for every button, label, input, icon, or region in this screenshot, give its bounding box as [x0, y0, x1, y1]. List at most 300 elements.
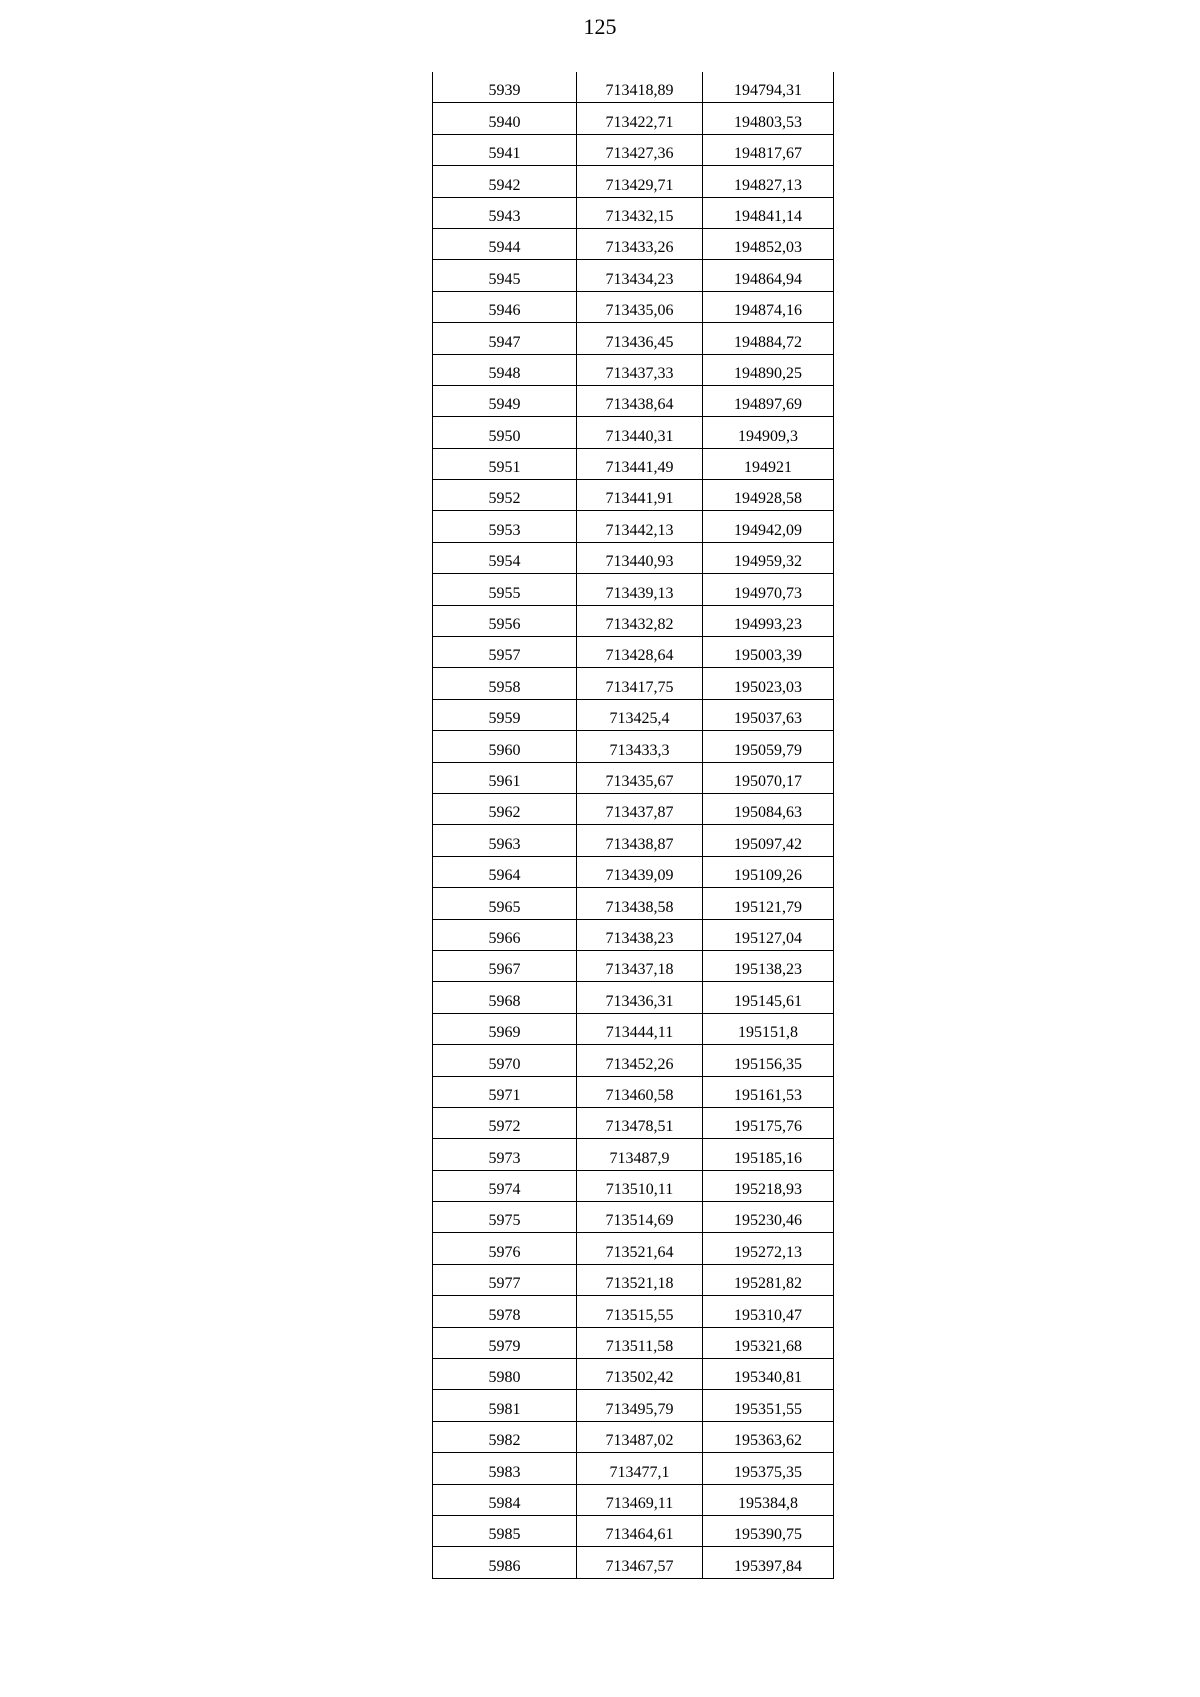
point-number-text: 5971	[488, 1086, 521, 1104]
table-row	[433, 731, 834, 762]
point-number-cell	[433, 637, 577, 668]
coordinate-y-text: 195127,04	[734, 929, 802, 947]
coordinate-y-text: 195384,8	[738, 1494, 798, 1512]
coordinate-y-cell	[703, 825, 834, 856]
coordinate-x-cell	[577, 1202, 703, 1233]
coordinate-x-cell	[577, 699, 703, 730]
coordinate-x-text: 713428,64	[605, 647, 674, 665]
table-row	[433, 1139, 834, 1170]
point-number-text: 5976	[488, 1243, 521, 1261]
coordinate-x-cell	[577, 825, 703, 856]
coordinate-x-cell	[577, 103, 703, 134]
point-number-text: 5953	[488, 521, 521, 539]
coordinate-x-text: 713422,71	[605, 113, 674, 131]
point-number-text: 5983	[488, 1463, 521, 1481]
coordinate-x-text: 713477,1	[609, 1463, 670, 1481]
coordinate-x-cell	[577, 197, 703, 228]
coordinate-x-text: 713511,58	[605, 1338, 674, 1356]
coordinates-table	[432, 72, 834, 1579]
coordinate-x-cell	[577, 480, 703, 511]
coordinate-y-cell	[703, 637, 834, 668]
coordinate-x-text: 713437,33	[605, 364, 674, 382]
coordinate-x-text: 713487,02	[605, 1432, 674, 1450]
coordinate-x-text: 713433,3	[609, 741, 670, 759]
point-number-text: 5963	[488, 835, 521, 853]
table-row	[433, 228, 834, 259]
table-row	[433, 856, 834, 887]
coordinate-y-cell	[703, 699, 834, 730]
point-number-cell	[433, 385, 577, 416]
coordinate-x-cell	[577, 448, 703, 479]
point-number-cell	[433, 793, 577, 824]
point-number-cell	[433, 448, 577, 479]
point-number-cell	[433, 1547, 577, 1578]
coordinate-x-cell	[577, 134, 703, 165]
coordinate-y-text: 195375,35	[734, 1463, 802, 1481]
coordinate-y-cell	[703, 260, 834, 291]
point-number-cell	[433, 982, 577, 1013]
coordinate-y-cell	[703, 1421, 834, 1452]
point-number-cell	[433, 134, 577, 165]
coordinate-x-cell	[577, 166, 703, 197]
coordinate-y-text: 194852,03	[734, 239, 802, 257]
point-number-cell	[433, 1453, 577, 1484]
coordinate-x-cell	[577, 982, 703, 1013]
coordinate-y-text: 195363,62	[734, 1432, 802, 1450]
point-number-cell	[433, 103, 577, 134]
coordinate-y-text: 195003,39	[734, 647, 802, 665]
coordinate-y-text: 195281,82	[734, 1275, 802, 1293]
table-row	[433, 1013, 834, 1044]
point-number-cell	[433, 1233, 577, 1264]
table-row	[433, 1390, 834, 1421]
coordinate-y-text: 194909,3	[738, 427, 798, 445]
point-number-cell	[433, 731, 577, 762]
table-row	[433, 323, 834, 354]
coordinate-x-cell	[577, 1107, 703, 1138]
coordinate-y-cell	[703, 950, 834, 981]
point-number-cell	[433, 856, 577, 887]
point-number-cell	[433, 480, 577, 511]
point-number-cell	[433, 1484, 577, 1515]
coordinate-y-cell	[703, 354, 834, 385]
coordinate-y-text: 194803,53	[734, 113, 802, 131]
coordinate-x-text: 713438,58	[605, 898, 674, 916]
point-number-cell	[433, 762, 577, 793]
point-number-text: 5942	[488, 176, 521, 194]
point-number-cell	[433, 228, 577, 259]
coordinate-y-text: 195390,75	[734, 1526, 802, 1544]
coordinate-x-text: 713438,87	[605, 835, 674, 853]
table-row	[433, 417, 834, 448]
coordinate-y-cell	[703, 668, 834, 699]
coordinate-x-cell	[577, 385, 703, 416]
coordinate-y-text: 195397,84	[734, 1557, 802, 1575]
point-number-text: 5968	[488, 992, 521, 1010]
coordinate-y-text: 195109,26	[734, 867, 802, 885]
coordinate-y-cell	[703, 542, 834, 573]
point-number-text: 5950	[488, 427, 521, 445]
table-row	[433, 72, 834, 103]
coordinate-y-cell	[703, 103, 834, 134]
point-number-text: 5939	[488, 82, 521, 100]
coordinate-x-cell	[577, 354, 703, 385]
coordinate-y-cell	[703, 1013, 834, 1044]
point-number-cell	[433, 1013, 577, 1044]
coordinate-y-cell	[703, 1170, 834, 1201]
coordinate-y-cell	[703, 1264, 834, 1295]
coordinate-y-cell	[703, 888, 834, 919]
coordinate-x-cell	[577, 1076, 703, 1107]
coordinate-x-text: 713437,18	[605, 961, 674, 979]
table-row	[433, 1264, 834, 1295]
coordinate-x-cell	[577, 1359, 703, 1390]
coordinate-x-text: 713439,13	[605, 584, 674, 602]
coordinate-y-text: 195151,8	[738, 1024, 798, 1042]
point-number-text: 5972	[488, 1118, 521, 1136]
coordinate-y-text: 195156,35	[734, 1055, 802, 1073]
point-number-cell	[433, 574, 577, 605]
coordinate-x-cell	[577, 1045, 703, 1076]
table-row	[433, 950, 834, 981]
coordinate-y-text: 194827,13	[734, 176, 802, 194]
coordinate-y-cell	[703, 605, 834, 636]
coordinate-x-cell	[577, 637, 703, 668]
coordinate-y-cell	[703, 1327, 834, 1358]
point-number-text: 5943	[488, 207, 521, 225]
coordinate-y-text: 195145,61	[734, 992, 802, 1010]
point-number-cell	[433, 72, 577, 103]
coordinate-x-text: 713440,93	[605, 553, 674, 571]
coordinate-y-cell	[703, 134, 834, 165]
coordinate-x-cell	[577, 731, 703, 762]
coordinate-y-text: 194864,94	[734, 270, 802, 288]
coordinate-x-text: 713417,75	[605, 678, 674, 696]
coordinate-x-text: 713436,31	[605, 992, 674, 1010]
coordinate-y-cell	[703, 982, 834, 1013]
coordinate-y-cell	[703, 448, 834, 479]
coordinate-x-cell	[577, 260, 703, 291]
coordinate-y-text: 194817,67	[734, 145, 802, 163]
coordinate-y-cell	[703, 1359, 834, 1390]
table-row	[433, 511, 834, 542]
coordinate-x-text: 713467,57	[605, 1557, 674, 1575]
point-number-text: 5970	[488, 1055, 521, 1073]
table-row	[433, 574, 834, 605]
point-number-cell	[433, 825, 577, 856]
coordinate-y-cell	[703, 1139, 834, 1170]
coordinate-x-text: 713521,64	[605, 1243, 674, 1261]
coordinate-x-cell	[577, 762, 703, 793]
table-row	[433, 888, 834, 919]
coordinate-x-cell	[577, 542, 703, 573]
point-number-text: 5981	[488, 1400, 521, 1418]
coordinate-x-text: 713444,11	[605, 1024, 674, 1042]
point-number-cell	[433, 166, 577, 197]
point-number-text: 5975	[488, 1212, 521, 1230]
coordinate-y-cell	[703, 574, 834, 605]
table-row	[433, 103, 834, 134]
coordinate-x-text: 713487,9	[609, 1149, 670, 1167]
point-number-cell	[433, 511, 577, 542]
coordinate-x-cell	[577, 417, 703, 448]
coordinate-x-text: 713460,58	[605, 1086, 674, 1104]
coordinate-y-cell	[703, 1547, 834, 1578]
table-row	[433, 480, 834, 511]
point-number-cell	[433, 605, 577, 636]
coordinate-y-cell	[703, 1515, 834, 1546]
table-row	[433, 1107, 834, 1138]
coordinate-y-text: 195272,13	[734, 1243, 802, 1261]
coordinate-x-text: 713441,91	[605, 490, 674, 508]
coordinate-x-text: 713438,23	[605, 929, 674, 947]
table-row	[433, 197, 834, 228]
point-number-text: 5956	[488, 616, 521, 634]
coordinate-y-text: 195037,63	[734, 710, 802, 728]
coordinate-y-text: 195138,23	[734, 961, 802, 979]
point-number-text: 5959	[488, 710, 521, 728]
point-number-cell	[433, 1421, 577, 1452]
coordinate-x-text: 713515,55	[605, 1306, 674, 1324]
coordinate-y-cell	[703, 1045, 834, 1076]
table-row	[433, 982, 834, 1013]
coordinate-y-cell	[703, 480, 834, 511]
table-row	[433, 385, 834, 416]
table-row	[433, 1484, 834, 1515]
coordinate-y-cell	[703, 197, 834, 228]
point-number-text: 5984	[488, 1494, 521, 1512]
coordinate-y-cell	[703, 385, 834, 416]
point-number-cell	[433, 668, 577, 699]
coordinate-y-cell	[703, 793, 834, 824]
point-number-cell	[433, 1327, 577, 1358]
coordinate-y-cell	[703, 72, 834, 103]
point-number-text: 5944	[488, 239, 521, 257]
point-number-cell	[433, 1202, 577, 1233]
coordinate-y-text: 195059,79	[734, 741, 802, 759]
coordinate-x-text: 713442,13	[605, 521, 674, 539]
coordinate-x-text: 713502,42	[605, 1369, 674, 1387]
coordinate-y-text: 195230,46	[734, 1212, 802, 1230]
coordinate-x-cell	[577, 1547, 703, 1578]
point-number-text: 5955	[488, 584, 521, 602]
point-number-text: 5982	[488, 1432, 521, 1450]
coordinate-y-text: 195121,79	[734, 898, 802, 916]
point-number-cell	[433, 197, 577, 228]
point-number-text: 5964	[488, 867, 521, 885]
coordinate-y-cell	[703, 1202, 834, 1233]
table-row	[433, 825, 834, 856]
coordinate-x-cell	[577, 1453, 703, 1484]
coordinate-x-cell	[577, 228, 703, 259]
coordinate-y-text: 194841,14	[734, 207, 802, 225]
point-number-text: 5965	[488, 898, 521, 916]
coordinates-table-body	[433, 72, 834, 1578]
coordinate-x-text: 713418,89	[605, 82, 674, 100]
point-number-cell	[433, 291, 577, 322]
point-number-text: 5947	[488, 333, 521, 351]
coordinate-y-cell	[703, 919, 834, 950]
coordinate-y-cell	[703, 1107, 834, 1138]
point-number-cell	[433, 260, 577, 291]
point-number-text: 5957	[488, 647, 521, 665]
coordinate-x-text: 713469,11	[605, 1494, 674, 1512]
table-row	[433, 699, 834, 730]
table-row	[433, 1421, 834, 1452]
table-row	[433, 1233, 834, 1264]
coordinate-x-text: 713432,82	[605, 616, 674, 634]
coordinate-y-text: 194884,72	[734, 333, 802, 351]
table-row	[433, 134, 834, 165]
coordinate-x-text: 713441,49	[605, 459, 674, 477]
coordinate-y-text: 194794,31	[734, 82, 802, 100]
coordinate-y-cell	[703, 731, 834, 762]
coordinate-x-cell	[577, 1139, 703, 1170]
point-number-cell	[433, 888, 577, 919]
table-row	[433, 1296, 834, 1327]
coordinate-y-text: 194890,25	[734, 364, 802, 382]
coordinate-x-text: 713439,09	[605, 867, 674, 885]
coordinate-y-text: 195340,81	[734, 1369, 802, 1387]
coordinate-x-text: 713425,4	[609, 710, 670, 728]
point-number-text: 5961	[488, 772, 521, 790]
coordinate-x-text: 713435,67	[605, 772, 674, 790]
table-row	[433, 291, 834, 322]
coordinate-x-cell	[577, 1421, 703, 1452]
table-row	[433, 1359, 834, 1390]
table-row	[433, 1453, 834, 1484]
coordinate-x-text: 713514,69	[605, 1212, 674, 1230]
table-row	[433, 354, 834, 385]
coordinate-x-text: 713438,64	[605, 396, 674, 414]
point-number-cell	[433, 950, 577, 981]
table-row	[433, 762, 834, 793]
table-row	[433, 260, 834, 291]
point-number-text: 5973	[488, 1149, 521, 1167]
coordinate-y-text: 194942,09	[734, 521, 802, 539]
point-number-text: 5977	[488, 1275, 521, 1293]
coordinate-y-text: 195185,16	[734, 1149, 802, 1167]
coordinate-y-cell	[703, 1453, 834, 1484]
coordinate-y-text: 195084,63	[734, 804, 802, 822]
point-number-cell	[433, 1076, 577, 1107]
point-number-cell	[433, 919, 577, 950]
coordinate-y-text: 195321,68	[734, 1338, 802, 1356]
coordinate-y-text: 194921	[744, 459, 792, 477]
table-row	[433, 668, 834, 699]
coordinate-y-cell	[703, 417, 834, 448]
coordinate-y-cell	[703, 291, 834, 322]
point-number-text: 5986	[488, 1557, 521, 1575]
point-number-text: 5940	[488, 113, 521, 131]
point-number-text: 5945	[488, 270, 521, 288]
coordinate-y-cell	[703, 323, 834, 354]
coordinate-x-cell	[577, 511, 703, 542]
coordinate-x-cell	[577, 1484, 703, 1515]
coordinate-x-text: 713437,87	[605, 804, 674, 822]
coordinate-y-cell	[703, 1076, 834, 1107]
point-number-cell	[433, 1045, 577, 1076]
table-row	[433, 1547, 834, 1578]
point-number-cell	[433, 1139, 577, 1170]
table-row	[433, 1202, 834, 1233]
coordinate-x-text: 713435,06	[605, 302, 674, 320]
coordinate-x-text: 713427,36	[605, 145, 674, 163]
coordinate-y-cell	[703, 1296, 834, 1327]
coordinate-x-text: 713434,23	[605, 270, 674, 288]
point-number-cell	[433, 1170, 577, 1201]
coordinate-y-cell	[703, 228, 834, 259]
point-number-cell	[433, 354, 577, 385]
coordinate-x-cell	[577, 1327, 703, 1358]
coordinate-x-text: 713478,51	[605, 1118, 674, 1136]
point-number-text: 5966	[488, 929, 521, 947]
coordinate-y-text: 195097,42	[734, 835, 802, 853]
coordinate-x-text: 713452,26	[605, 1055, 674, 1073]
point-number-cell	[433, 1390, 577, 1421]
table-row	[433, 1045, 834, 1076]
coordinate-y-text: 194993,23	[734, 616, 802, 634]
coordinate-y-cell	[703, 1390, 834, 1421]
coordinate-x-cell	[577, 605, 703, 636]
coordinate-x-cell	[577, 1170, 703, 1201]
point-number-text: 5949	[488, 396, 521, 414]
coordinate-x-cell	[577, 1390, 703, 1421]
coordinate-x-text: 713433,26	[605, 239, 674, 257]
point-number-text: 5980	[488, 1369, 521, 1387]
coordinate-y-text: 195023,03	[734, 678, 802, 696]
table-row	[433, 1076, 834, 1107]
coordinate-x-cell	[577, 1233, 703, 1264]
point-number-text: 5946	[488, 302, 521, 320]
point-number-text: 5962	[488, 804, 521, 822]
point-number-text: 5985	[488, 1526, 521, 1544]
coordinate-y-cell	[703, 166, 834, 197]
coordinate-x-cell	[577, 856, 703, 887]
point-number-text: 5960	[488, 741, 521, 759]
point-number-text: 5954	[488, 553, 521, 571]
point-number-text: 5958	[488, 678, 521, 696]
coordinate-y-text: 194959,32	[734, 553, 802, 571]
coordinate-y-text: 194970,73	[734, 584, 802, 602]
point-number-cell	[433, 1359, 577, 1390]
coordinate-x-cell	[577, 919, 703, 950]
coordinate-y-text: 195310,47	[734, 1306, 802, 1324]
point-number-text: 5974	[488, 1181, 521, 1199]
page-number: 125	[583, 14, 617, 39]
coordinate-x-text: 713521,18	[605, 1275, 674, 1293]
coordinate-x-text: 713436,45	[605, 333, 674, 351]
table-row	[433, 605, 834, 636]
coordinate-x-cell	[577, 323, 703, 354]
table-row	[433, 1327, 834, 1358]
table-row	[433, 1170, 834, 1201]
point-number-text: 5951	[488, 459, 521, 477]
table-row	[433, 1515, 834, 1546]
point-number-text: 5969	[488, 1024, 521, 1042]
coordinate-x-text: 713495,79	[605, 1400, 674, 1418]
coordinate-y-text: 195218,93	[734, 1181, 802, 1199]
coordinate-x-cell	[577, 291, 703, 322]
point-number-cell	[433, 1107, 577, 1138]
point-number-cell	[433, 417, 577, 448]
coordinate-y-text: 194897,69	[734, 396, 802, 414]
coordinate-y-text: 195070,17	[734, 772, 802, 790]
coordinate-y-text: 195351,55	[734, 1400, 802, 1418]
coordinate-x-cell	[577, 950, 703, 981]
point-number-text: 5967	[488, 961, 521, 979]
coordinate-y-cell	[703, 1233, 834, 1264]
